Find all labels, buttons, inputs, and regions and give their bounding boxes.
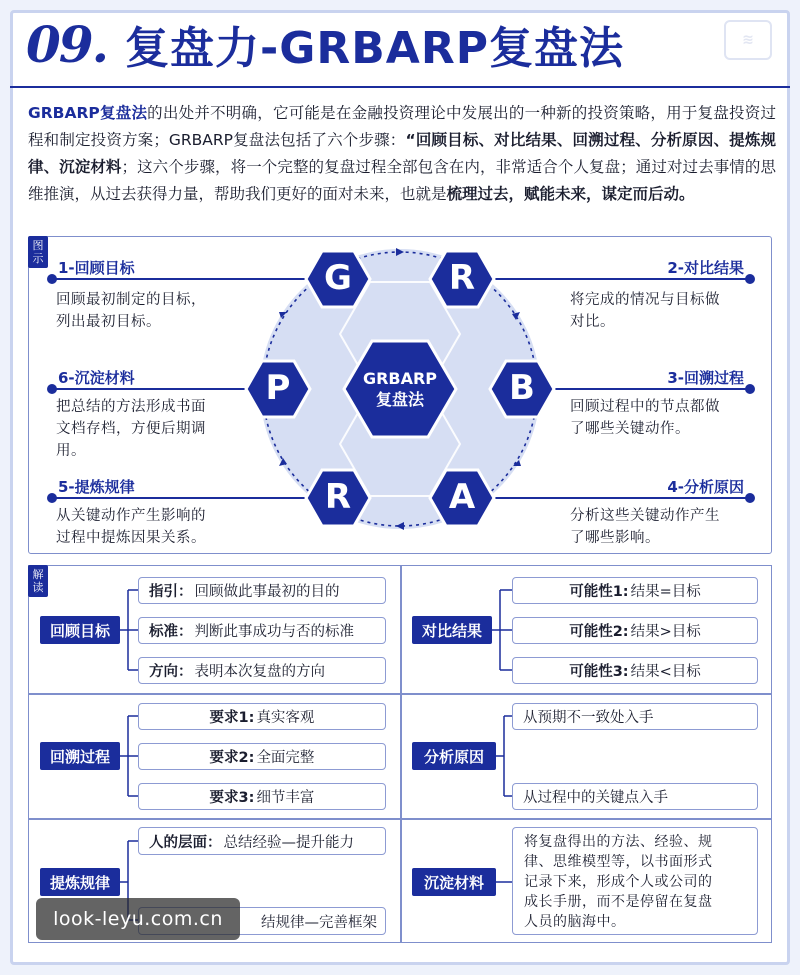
step-2-title: 2-对比结果 bbox=[667, 259, 744, 277]
compare-item-2: 可能性2: 结果>目标 bbox=[512, 617, 758, 644]
cause-item-1: 从预期不一致处入手 bbox=[512, 703, 758, 730]
review-goal-item-1: 指引： 回顾做此事最初的目的 bbox=[138, 577, 386, 604]
label-refine-rules: 提炼规律 bbox=[40, 868, 120, 896]
compare-item-1: 可能性1: 结果=目标 bbox=[512, 577, 758, 604]
hex-letter-p: P bbox=[265, 368, 291, 408]
label-analyze-cause: 分析原因 bbox=[412, 742, 496, 770]
label-accumulate: 沉淀材料 bbox=[412, 868, 496, 896]
trace-item-2: 要求2: 全面完整 bbox=[138, 743, 386, 770]
step-6-title: 6-沉淀材料 bbox=[58, 369, 135, 387]
refine-item-1: 人的层面： 总结经验—提升能力 bbox=[138, 827, 386, 855]
step-6-desc: 把总结的方法形成书面 文档存档，方便后期调 用。 bbox=[56, 399, 206, 459]
step-3-desc: 回顾过程中的节点都做 了哪些关键动作。 bbox=[570, 399, 720, 437]
site-watermark: look-leyu.com.cn bbox=[36, 898, 240, 940]
hex-letter-r2: R bbox=[324, 477, 352, 517]
cause-item-2: 从过程中的关键点入手 bbox=[512, 783, 758, 810]
hub-label-line2: 复盘法 bbox=[375, 390, 424, 409]
hub-label-line1: GRBARP bbox=[362, 369, 438, 388]
trace-item-3: 要求3: 细节丰富 bbox=[138, 783, 386, 810]
intro-text-1: 的出处并不明确，它可能是在金融投资理论中发展出的一种新的投资策略，用于复盘投资过程和制定投资方案；GRBARP复盘法包括了六个步骤： bbox=[28, 104, 776, 149]
intro-steps: “回顾目标、对比结果、回溯过程、分析原因、提炼规律、沉淀材料 bbox=[28, 131, 776, 176]
page-title: 复盘力-GRBARP复盘法 bbox=[125, 23, 624, 74]
compare-item-3: 可能性3: 结果<目标 bbox=[512, 657, 758, 684]
hex-letter-b: B bbox=[509, 368, 535, 408]
review-goal-item-3: 方向： 表明本次复盘的方向 bbox=[138, 657, 386, 684]
trace-item-1: 要求1: 真实客观 bbox=[138, 703, 386, 730]
label-compare-result: 对比结果 bbox=[412, 616, 492, 644]
logo-watermark-icon: ≋ bbox=[724, 20, 772, 60]
step-5-desc: 从关键动作产生影响的 过程中提炼因果关系。 bbox=[56, 508, 206, 546]
accumulate-text: 将复盘得出的方法、经验、规 律、思维模型等，以书面形式 记录下来，形成个人或公司的 成长手册，而不是停留在复盘 人员的脑海中。 bbox=[524, 834, 713, 930]
step-1-title: 1-回顾目标 bbox=[58, 259, 135, 277]
intro-text-2: ；这六个步骤，将一个完整的复盘过程全部包含在内，非常适合个人复盘；通过对过去事情的思维推演，从过去获得力量，帮助我们更好的面对未来，也就是 bbox=[28, 158, 776, 203]
hex-letter-g: G bbox=[324, 258, 352, 298]
intro-summary: 梳理过去，赋能未来，谋定而后动。 bbox=[446, 185, 695, 203]
intro-method-name: GRBARP复盘法 bbox=[28, 104, 148, 122]
label-trace-process: 回溯过程 bbox=[40, 742, 120, 770]
hex-letter-a: A bbox=[448, 477, 476, 517]
step-3-title: 3-回溯过程 bbox=[667, 369, 744, 387]
review-goal-item-2: 标准： 判断此事成功与否的标准 bbox=[138, 617, 386, 644]
step-1-desc: 回顾最初制定的目标， 列出最初目标。 bbox=[56, 292, 206, 330]
diagram-tag-label: 图示 bbox=[32, 239, 44, 265]
section-number: 09. bbox=[26, 14, 107, 74]
analysis-tag-label: 解读 bbox=[32, 568, 44, 594]
hex-letter-r: R bbox=[448, 258, 476, 298]
step-4-title: 4-分析原因 bbox=[667, 478, 744, 496]
step-5-title: 5-提炼规律 bbox=[58, 478, 135, 496]
refine-item-2: 结规律—完善框架 bbox=[138, 907, 386, 935]
step-2-desc: 将完成的情况与目标做 对比。 bbox=[570, 292, 720, 330]
step-4-desc: 分析这些关键动作产生 了哪些影响。 bbox=[570, 508, 720, 546]
label-review-goal: 回顾目标 bbox=[40, 616, 120, 644]
